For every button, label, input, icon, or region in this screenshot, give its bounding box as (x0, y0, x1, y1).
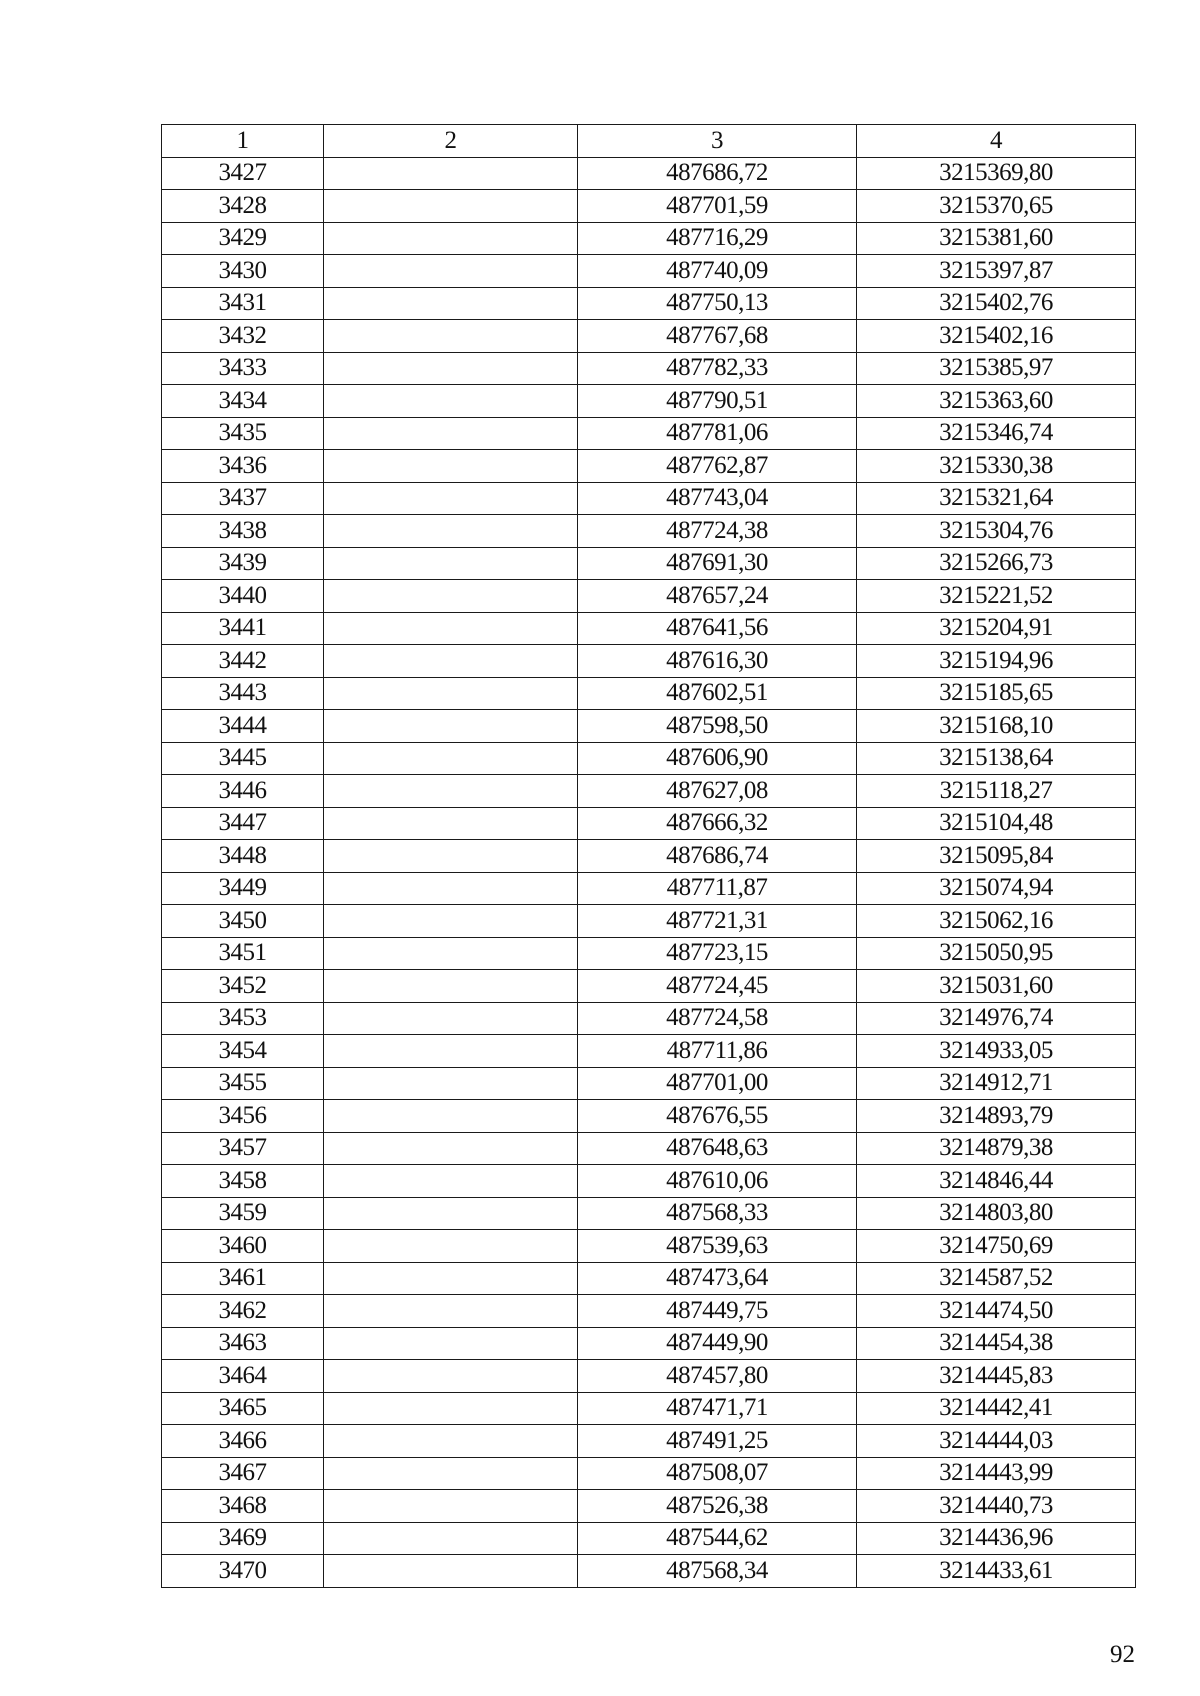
y-coordinate-cell: 3214750,69 (857, 1230, 1136, 1263)
empty-cell (324, 1067, 578, 1100)
y-coordinate-cell: 3214436,96 (857, 1522, 1136, 1555)
x-coordinate-cell: 487491,25 (578, 1425, 857, 1458)
table-row (162, 1197, 1136, 1230)
y-coordinate-cell: 3214846,44 (857, 1165, 1136, 1198)
empty-cell (324, 547, 578, 580)
empty-cell (324, 1555, 578, 1588)
point-number-cell: 3461 (162, 1262, 324, 1295)
x-coordinate-cell: 487711,87 (578, 872, 857, 905)
point-number-cell: 3455 (162, 1067, 324, 1100)
point-number-cell: 3447 (162, 807, 324, 840)
x-coordinate-cell: 487616,30 (578, 645, 857, 678)
empty-cell (324, 872, 578, 905)
empty-cell (324, 677, 578, 710)
x-coordinate-cell: 487676,55 (578, 1100, 857, 1133)
y-coordinate-cell: 3215370,65 (857, 190, 1136, 223)
y-coordinate-cell: 3215402,76 (857, 287, 1136, 320)
empty-cell (324, 1327, 578, 1360)
point-number-cell: 3427 (162, 157, 324, 190)
y-coordinate-cell: 3215346,74 (857, 417, 1136, 450)
empty-cell (324, 352, 578, 385)
table-row (162, 320, 1136, 353)
x-coordinate-cell: 487711,86 (578, 1035, 857, 1068)
point-number-cell: 3434 (162, 385, 324, 418)
point-number-cell: 3441 (162, 612, 324, 645)
y-coordinate-cell: 3214442,41 (857, 1392, 1136, 1425)
table-row (162, 1425, 1136, 1458)
point-number-cell: 3448 (162, 840, 324, 873)
point-number-cell: 3431 (162, 287, 324, 320)
y-coordinate-cell: 3215194,96 (857, 645, 1136, 678)
point-number-cell: 3458 (162, 1165, 324, 1198)
point-number-cell: 3438 (162, 515, 324, 548)
empty-cell (324, 1100, 578, 1133)
x-coordinate-cell: 487750,13 (578, 287, 857, 320)
empty-cell (324, 515, 578, 548)
y-coordinate-cell: 3215168,10 (857, 710, 1136, 743)
empty-cell (324, 742, 578, 775)
empty-cell (324, 1360, 578, 1393)
empty-cell (324, 1132, 578, 1165)
x-coordinate-cell: 487781,06 (578, 417, 857, 450)
table-row (162, 1132, 1136, 1165)
table-row (162, 352, 1136, 385)
table-row (162, 450, 1136, 483)
table-row (162, 1457, 1136, 1490)
point-number-cell: 3468 (162, 1490, 324, 1523)
table-row (162, 1555, 1136, 1588)
empty-cell (324, 1457, 578, 1490)
y-coordinate-cell: 3215185,65 (857, 677, 1136, 710)
empty-cell (324, 710, 578, 743)
table-row (162, 1230, 1136, 1263)
x-coordinate-cell: 487627,08 (578, 775, 857, 808)
point-number-cell: 3449 (162, 872, 324, 905)
table-row (162, 970, 1136, 1003)
empty-cell (324, 255, 578, 288)
table-row (162, 1002, 1136, 1035)
point-number-cell: 3457 (162, 1132, 324, 1165)
point-number-cell: 3439 (162, 547, 324, 580)
table-row (162, 1100, 1136, 1133)
point-number-cell: 3433 (162, 352, 324, 385)
empty-cell (324, 807, 578, 840)
x-coordinate-cell: 487526,38 (578, 1490, 857, 1523)
empty-cell (324, 937, 578, 970)
point-number-cell: 3460 (162, 1230, 324, 1263)
empty-cell (324, 320, 578, 353)
x-coordinate-cell: 487782,33 (578, 352, 857, 385)
table-row (162, 775, 1136, 808)
point-number-cell: 3428 (162, 190, 324, 223)
empty-cell (324, 775, 578, 808)
table-row (162, 482, 1136, 515)
y-coordinate-cell: 3215304,76 (857, 515, 1136, 548)
x-coordinate-cell: 487716,29 (578, 222, 857, 255)
y-coordinate-cell: 3214474,50 (857, 1295, 1136, 1328)
table-row (162, 1295, 1136, 1328)
y-coordinate-cell: 3215266,73 (857, 547, 1136, 580)
table-row (162, 580, 1136, 613)
point-number-cell: 3459 (162, 1197, 324, 1230)
coordinates-table-body (162, 125, 1136, 1588)
point-number-cell: 3467 (162, 1457, 324, 1490)
empty-cell (324, 1490, 578, 1523)
y-coordinate-cell: 3215095,84 (857, 840, 1136, 873)
y-coordinate-cell: 3214803,80 (857, 1197, 1136, 1230)
y-coordinate-cell: 3214976,74 (857, 1002, 1136, 1035)
point-number-cell: 3430 (162, 255, 324, 288)
table-row (162, 1490, 1136, 1523)
table-row (162, 905, 1136, 938)
x-coordinate-cell: 487449,90 (578, 1327, 857, 1360)
point-number-cell: 3469 (162, 1522, 324, 1555)
y-coordinate-cell: 3215104,48 (857, 807, 1136, 840)
table-row (162, 1262, 1136, 1295)
x-coordinate-cell: 487657,24 (578, 580, 857, 613)
y-coordinate-cell: 3215031,60 (857, 970, 1136, 1003)
x-coordinate-cell: 487691,30 (578, 547, 857, 580)
empty-cell (324, 157, 578, 190)
point-number-cell: 3465 (162, 1392, 324, 1425)
y-coordinate-cell: 3215321,64 (857, 482, 1136, 515)
table-row (162, 645, 1136, 678)
point-number-cell: 3435 (162, 417, 324, 450)
point-number-cell: 3436 (162, 450, 324, 483)
y-coordinate-cell: 3214587,52 (857, 1262, 1136, 1295)
x-coordinate-cell: 487508,07 (578, 1457, 857, 1490)
x-coordinate-cell: 487686,74 (578, 840, 857, 873)
empty-cell (324, 190, 578, 223)
point-number-cell: 3466 (162, 1425, 324, 1458)
table-row (162, 937, 1136, 970)
x-coordinate-cell: 487568,33 (578, 1197, 857, 1230)
y-coordinate-cell: 3215221,52 (857, 580, 1136, 613)
x-coordinate-cell: 487539,63 (578, 1230, 857, 1263)
point-number-cell: 3462 (162, 1295, 324, 1328)
x-coordinate-cell: 487724,38 (578, 515, 857, 548)
header-cell-col-2: 2 (324, 125, 578, 158)
table-row (162, 1067, 1136, 1100)
x-coordinate-cell: 487544,62 (578, 1522, 857, 1555)
y-coordinate-cell: 3215118,27 (857, 775, 1136, 808)
table-row (162, 385, 1136, 418)
x-coordinate-cell: 487641,56 (578, 612, 857, 645)
table-row (162, 1522, 1136, 1555)
empty-cell (324, 1522, 578, 1555)
empty-cell (324, 1035, 578, 1068)
table-row (162, 1165, 1136, 1198)
x-coordinate-cell: 487602,51 (578, 677, 857, 710)
x-coordinate-cell: 487686,72 (578, 157, 857, 190)
table-row (162, 710, 1136, 743)
x-coordinate-cell: 487740,09 (578, 255, 857, 288)
table-row (162, 612, 1136, 645)
point-number-cell: 3429 (162, 222, 324, 255)
table-row (162, 287, 1136, 320)
point-number-cell: 3451 (162, 937, 324, 970)
x-coordinate-cell: 487724,58 (578, 1002, 857, 1035)
x-coordinate-cell: 487721,31 (578, 905, 857, 938)
table-row (162, 417, 1136, 450)
x-coordinate-cell: 487606,90 (578, 742, 857, 775)
empty-cell (324, 1165, 578, 1198)
point-number-cell: 3464 (162, 1360, 324, 1393)
table-row (162, 872, 1136, 905)
empty-cell (324, 1002, 578, 1035)
page-number: 92 (1110, 1641, 1135, 1668)
y-coordinate-cell: 3215381,60 (857, 222, 1136, 255)
point-number-cell: 3445 (162, 742, 324, 775)
point-number-cell: 3444 (162, 710, 324, 743)
y-coordinate-cell: 3214912,71 (857, 1067, 1136, 1100)
table-row (162, 515, 1136, 548)
empty-cell (324, 287, 578, 320)
x-coordinate-cell: 487471,71 (578, 1392, 857, 1425)
x-coordinate-cell: 487473,64 (578, 1262, 857, 1295)
empty-cell (324, 1425, 578, 1458)
empty-cell (324, 970, 578, 1003)
x-coordinate-cell: 487767,68 (578, 320, 857, 353)
x-coordinate-cell: 487701,59 (578, 190, 857, 223)
point-number-cell: 3453 (162, 1002, 324, 1035)
header-cell-col-1: 1 (162, 125, 324, 158)
point-number-cell: 3450 (162, 905, 324, 938)
y-coordinate-cell: 3214454,38 (857, 1327, 1136, 1360)
y-coordinate-cell: 3215369,80 (857, 157, 1136, 190)
point-number-cell: 3446 (162, 775, 324, 808)
header-cell-col-3: 3 (578, 125, 857, 158)
x-coordinate-cell: 487648,63 (578, 1132, 857, 1165)
y-coordinate-cell: 3214879,38 (857, 1132, 1136, 1165)
y-coordinate-cell: 3214440,73 (857, 1490, 1136, 1523)
point-number-cell: 3470 (162, 1555, 324, 1588)
empty-cell (324, 905, 578, 938)
empty-cell (324, 840, 578, 873)
y-coordinate-cell: 3214433,61 (857, 1555, 1136, 1588)
empty-cell (324, 385, 578, 418)
empty-cell (324, 417, 578, 450)
x-coordinate-cell: 487790,51 (578, 385, 857, 418)
header-cell-col-4: 4 (857, 125, 1136, 158)
y-coordinate-cell: 3215050,95 (857, 937, 1136, 970)
empty-cell (324, 645, 578, 678)
y-coordinate-cell: 3214445,83 (857, 1360, 1136, 1393)
empty-cell (324, 450, 578, 483)
x-coordinate-cell: 487762,87 (578, 450, 857, 483)
x-coordinate-cell: 487568,34 (578, 1555, 857, 1588)
y-coordinate-cell: 3215062,16 (857, 905, 1136, 938)
table-row (162, 677, 1136, 710)
y-coordinate-cell: 3215074,94 (857, 872, 1136, 905)
table-row (162, 1035, 1136, 1068)
table-row (162, 547, 1136, 580)
empty-cell (324, 1262, 578, 1295)
x-coordinate-cell: 487598,50 (578, 710, 857, 743)
y-coordinate-cell: 3215138,64 (857, 742, 1136, 775)
table-row (162, 255, 1136, 288)
point-number-cell: 3443 (162, 677, 324, 710)
point-number-cell: 3437 (162, 482, 324, 515)
x-coordinate-cell: 487701,00 (578, 1067, 857, 1100)
x-coordinate-cell: 487743,04 (578, 482, 857, 515)
table-row (162, 807, 1136, 840)
point-number-cell: 3432 (162, 320, 324, 353)
table-row (162, 222, 1136, 255)
table-header-row (162, 125, 1136, 158)
x-coordinate-cell: 487610,06 (578, 1165, 857, 1198)
table-row (162, 1392, 1136, 1425)
x-coordinate-cell: 487724,45 (578, 970, 857, 1003)
x-coordinate-cell: 487457,80 (578, 1360, 857, 1393)
table-row (162, 742, 1136, 775)
empty-cell (324, 482, 578, 515)
point-number-cell: 3442 (162, 645, 324, 678)
empty-cell (324, 612, 578, 645)
x-coordinate-cell: 487449,75 (578, 1295, 857, 1328)
y-coordinate-cell: 3215397,87 (857, 255, 1136, 288)
point-number-cell: 3452 (162, 970, 324, 1003)
table-row (162, 157, 1136, 190)
table-row (162, 1327, 1136, 1360)
point-number-cell: 3463 (162, 1327, 324, 1360)
y-coordinate-cell: 3214933,05 (857, 1035, 1136, 1068)
y-coordinate-cell: 3214443,99 (857, 1457, 1136, 1490)
empty-cell (324, 1392, 578, 1425)
y-coordinate-cell: 3214444,03 (857, 1425, 1136, 1458)
empty-cell (324, 1197, 578, 1230)
y-coordinate-cell: 3215330,38 (857, 450, 1136, 483)
empty-cell (324, 1230, 578, 1263)
point-number-cell: 3440 (162, 580, 324, 613)
y-coordinate-cell: 3214893,79 (857, 1100, 1136, 1133)
x-coordinate-cell: 487666,32 (578, 807, 857, 840)
y-coordinate-cell: 3215402,16 (857, 320, 1136, 353)
table-row (162, 190, 1136, 223)
point-number-cell: 3454 (162, 1035, 324, 1068)
coordinates-table (161, 124, 1136, 1588)
x-coordinate-cell: 487723,15 (578, 937, 857, 970)
y-coordinate-cell: 3215204,91 (857, 612, 1136, 645)
empty-cell (324, 1295, 578, 1328)
empty-cell (324, 222, 578, 255)
table-row (162, 840, 1136, 873)
y-coordinate-cell: 3215385,97 (857, 352, 1136, 385)
point-number-cell: 3456 (162, 1100, 324, 1133)
table-row (162, 1360, 1136, 1393)
y-coordinate-cell: 3215363,60 (857, 385, 1136, 418)
empty-cell (324, 580, 578, 613)
